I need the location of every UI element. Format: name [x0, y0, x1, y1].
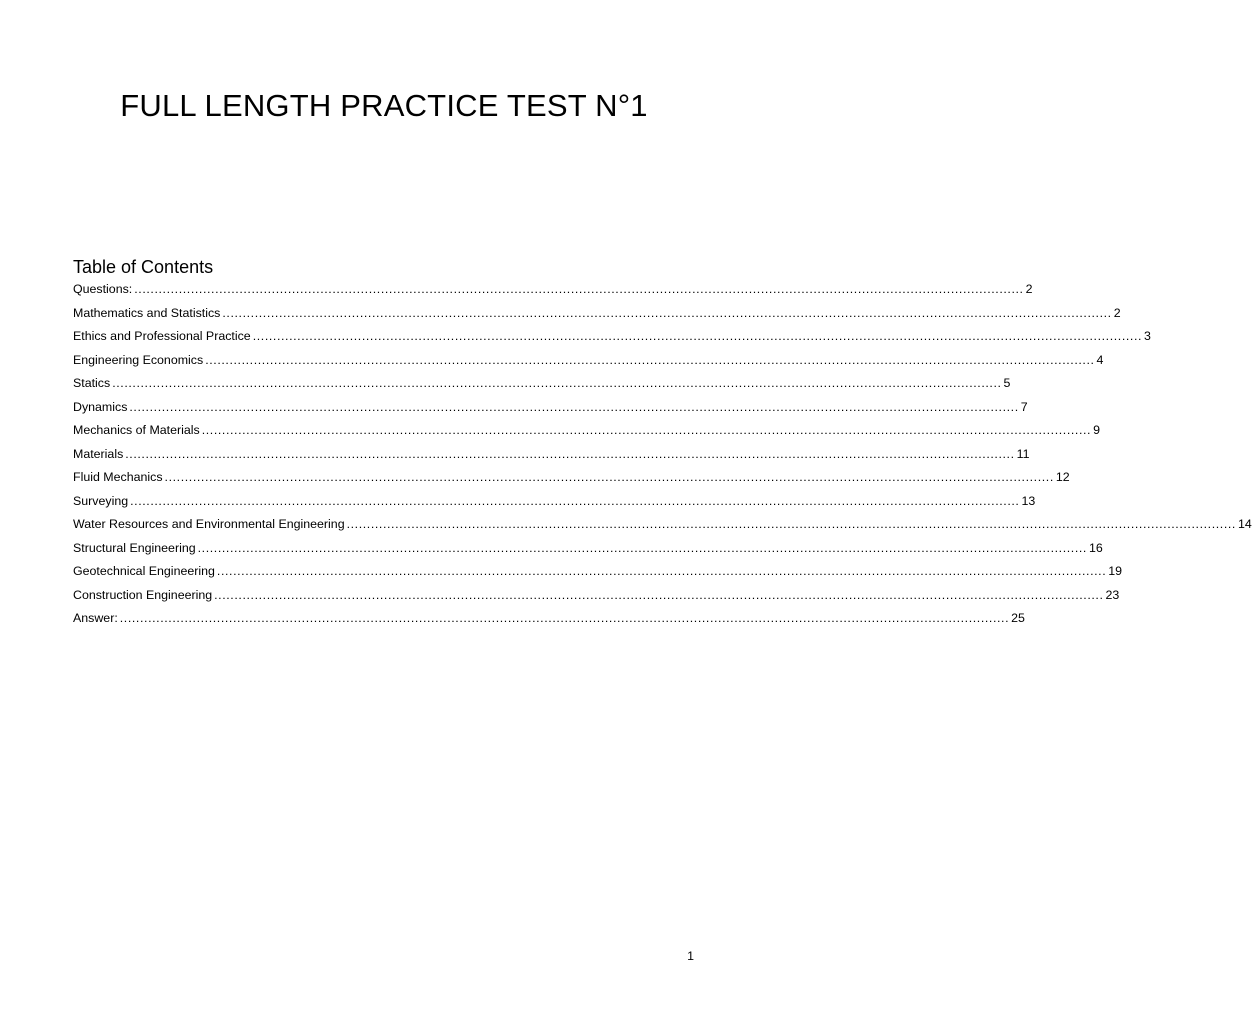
toc-entry-questions[interactable]: [73, 279, 1033, 303]
toc-dot-leader: ............................................................................................................................................................................................................................: [129, 399, 1019, 414]
toc-entry-label: Ethics and Professional Practice: [73, 329, 251, 343]
toc-entry-label: Answer:: [73, 611, 118, 625]
toc-dot-leader: ............................................................................................................................................................................................................................: [134, 282, 1024, 296]
toc-dot-leader: ............................................................................................................................................................................................................................: [346, 517, 1236, 531]
toc-entry-page: 7: [1020, 399, 1028, 414]
toc-entry-page: 25: [1011, 611, 1025, 625]
toc-dot-leader: ............................................................................................................................................................................................................................: [125, 446, 1015, 461]
toc-dot-leader: ............................................................................................................................................................................................................................: [216, 564, 1107, 578]
toc-dot-leader: ............................................................................................................................................................................................................................: [201, 423, 1092, 437]
toc-entry-page: 9: [1093, 423, 1100, 437]
toc-entry-label: Statics: [73, 376, 111, 390]
toc-entry-label: Materials: [73, 446, 124, 461]
toc-dot-leader: ............................................................................................................................................................................................................................: [222, 305, 1112, 320]
toc-entry-ethics-and-professional-practice[interactable]: [73, 326, 1151, 350]
toc-entry-materials[interactable]: [73, 444, 1030, 468]
table-of-contents: [73, 279, 1252, 632]
toc-entry-engineering-economics[interactable]: [73, 350, 1104, 374]
toc-entry-label: Mechanics of Materials: [73, 423, 200, 437]
toc-entry-page: 2: [1113, 305, 1121, 320]
toc-entry-construction-engineering[interactable]: [73, 585, 1120, 609]
toc-dot-leader: ............................................................................................................................................................................................................................: [164, 470, 1054, 484]
toc-entry-label: Surveying: [73, 493, 129, 508]
toc-entry-page: 13: [1021, 493, 1036, 508]
toc-entry-page: 5: [1003, 376, 1011, 390]
toc-entry-page: 3: [1144, 329, 1151, 343]
toc-entry-surveying[interactable]: [73, 491, 1036, 515]
toc-entry-page: 23: [1105, 587, 1120, 602]
toc-entry-label: Structural Engineering: [73, 540, 196, 555]
toc-dot-leader: ............................................................................................................................................................................................................................: [119, 611, 1010, 625]
toc-entry-label: Construction Engineering: [73, 587, 213, 602]
toc-entry-fluid-mechanics[interactable]: [73, 467, 1070, 491]
toc-entry-page: 19: [1108, 564, 1123, 578]
toc-entry-label: Dynamics: [73, 399, 128, 414]
toc-entry-dynamics[interactable]: [73, 397, 1028, 421]
toc-entry-water-resources-and-environmental-engineering[interactable]: [73, 514, 1252, 538]
toc-entry-geotechnical-engineering[interactable]: [73, 561, 1123, 585]
toc-entry-page: 14: [1237, 517, 1252, 531]
toc-entry-mathematics-and-statistics[interactable]: [73, 303, 1121, 327]
toc-entry-label: Geotechnical Engineering: [73, 564, 215, 578]
toc-entry-structural-engineering[interactable]: [73, 538, 1103, 562]
toc-dot-leader: ............................................................................................................................................................................................................................: [130, 493, 1020, 508]
toc-entry-page: 16: [1088, 540, 1103, 555]
toc-entry-mechanics-of-materials[interactable]: [73, 420, 1100, 444]
toc-dot-leader: ............................................................................................................................................................................................................................: [112, 376, 1002, 390]
toc-entry-page: 12: [1055, 470, 1070, 484]
toc-entry-statics[interactable]: [73, 373, 1011, 397]
toc-entry-page: 2: [1025, 282, 1033, 296]
toc-entry-page: 11: [1016, 446, 1030, 461]
toc-entry-label: Fluid Mechanics: [73, 470, 163, 484]
toc-dot-leader: ............................................................................................................................................................................................................................: [214, 587, 1104, 602]
toc-heading: Table of Contents: [73, 257, 214, 277]
toc-dot-leader: ............................................................................................................................................................................................................................: [252, 329, 1143, 343]
toc-entry-label: Questions:: [73, 282, 133, 296]
toc-entry-page: 4: [1096, 352, 1104, 367]
page-number: 1: [687, 949, 694, 963]
toc-entry-label: Water Resources and Environmental Engineering: [73, 517, 345, 531]
toc-entry-answer[interactable]: [73, 608, 1025, 632]
toc-dot-leader: ............................................................................................................................................................................................................................: [205, 352, 1095, 367]
toc-entry-label: Engineering Economics: [73, 352, 204, 367]
document-title: FULL LENGTH PRACTICE TEST N°1: [120, 88, 648, 123]
toc-entry-label: Mathematics and Statistics: [73, 305, 221, 320]
toc-dot-leader: ............................................................................................................................................................................................................................: [197, 540, 1087, 555]
